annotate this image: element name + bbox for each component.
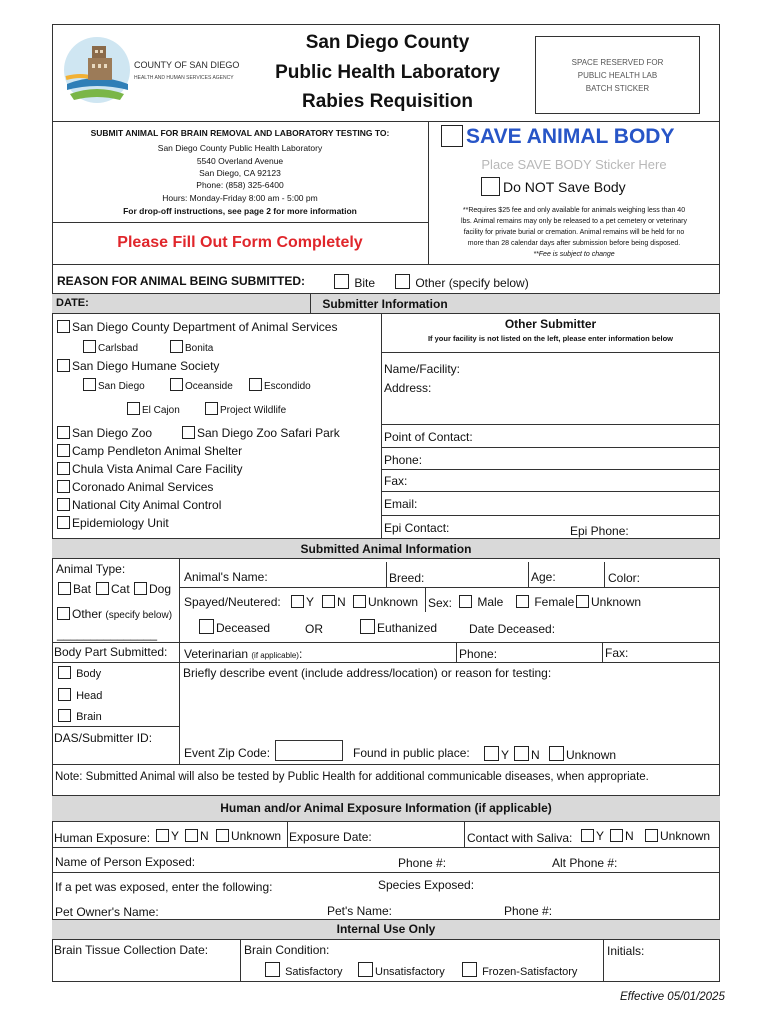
or-label: OR (305, 622, 323, 636)
divider (52, 847, 720, 848)
cat-checkbox[interactable] (96, 582, 109, 595)
divider (603, 940, 604, 982)
sd-zoo-option[interactable] (57, 426, 152, 440)
point-of-contact-field[interactable]: Point of Contact: (384, 430, 473, 444)
dept-animal-services-option[interactable] (57, 320, 337, 334)
public-yes-option[interactable] (484, 746, 509, 762)
hs-escondido-label: Escondido (264, 381, 311, 392)
hs-elcajon-label: El Cajon (142, 405, 180, 416)
frozen-checkbox[interactable] (462, 962, 477, 977)
divider (52, 121, 720, 122)
animal-other-label: Other (72, 607, 106, 621)
vet-fax-field[interactable]: Fax: (605, 646, 629, 660)
reason-label: REASON FOR ANIMAL BEING SUBMITTED: (57, 274, 305, 288)
divider (604, 562, 605, 587)
frozen-option[interactable] (462, 962, 577, 978)
county-logo (62, 34, 132, 106)
person-exposed-field[interactable]: Name of Person Exposed: (55, 855, 196, 869)
camp-pendleton-checkbox[interactable] (57, 444, 70, 457)
human-no-checkbox[interactable] (185, 829, 198, 842)
veterinarian-note: (if applicable) (251, 651, 299, 660)
animal-name-field[interactable]: Animal's Name: (184, 570, 268, 584)
pet-exposed-label: If a pet was exposed, enter the following: (55, 880, 273, 894)
bat-checkbox[interactable] (58, 582, 71, 595)
divider (381, 424, 720, 425)
euthanized-checkbox[interactable] (360, 619, 375, 634)
saliva-unknown-checkbox[interactable] (645, 829, 658, 842)
reason-other-option[interactable] (395, 274, 529, 290)
camp-pendleton-option[interactable] (57, 444, 242, 458)
date-label: DATE: (56, 297, 89, 309)
reason-other-checkbox[interactable] (395, 274, 410, 289)
head-label: Head (76, 690, 103, 702)
bat-label: Bat (73, 582, 92, 596)
save-body-label: SAVE ANIMAL BODY (466, 125, 675, 148)
divider (456, 642, 457, 662)
spayed-unknown-checkbox[interactable] (353, 595, 366, 608)
epi-phone-field[interactable]: Epi Phone: (570, 524, 629, 538)
human-unknown-checkbox[interactable] (216, 829, 229, 842)
divider (52, 764, 720, 765)
spayed-no-option[interactable] (322, 595, 346, 609)
divider (52, 264, 720, 265)
animal-other-option[interactable] (57, 607, 172, 621)
exposure-heading: Human and/or Animal Exposure Information (if applicable) (220, 801, 552, 815)
project-wildlife-label: Project Wildlife (220, 405, 287, 416)
human-yes-checkbox[interactable] (156, 829, 169, 842)
divider (386, 562, 387, 587)
camp-pendleton-label: Camp Pendleton Animal Shelter (72, 444, 243, 458)
effective-date: Effective 05/01/2025 (620, 991, 725, 1003)
hs-escondido-option[interactable] (249, 378, 311, 392)
carlsbad-checkbox[interactable] (83, 340, 96, 353)
female-label: Female (534, 595, 575, 609)
chula-vista-label: Chula Vista Animal Care Facility (72, 462, 243, 476)
epi-contact-field[interactable]: Epi Contact: (384, 521, 450, 535)
carlsbad-label: Carlsbad (98, 343, 139, 354)
page-title-3: Rabies Requisition (301, 91, 474, 112)
deceased-label: Deceased (216, 621, 271, 635)
safari-park-label: San Diego Zoo Safari Park (197, 426, 340, 440)
divider (52, 872, 720, 873)
divider (381, 447, 720, 448)
dept-animal-services-checkbox[interactable] (57, 320, 70, 333)
sex-unknown-checkbox[interactable] (576, 595, 589, 608)
additional-testing-note: Note: Submitted Animal will also be tested by Public Health for additional communicable diseases, when appropriate. (55, 771, 649, 783)
spayed-unknown-label: Unknown (368, 595, 419, 609)
saliva-label: Contact with Saliva: (467, 831, 573, 845)
person-alt-phone-field[interactable]: Alt Phone #: (552, 856, 618, 870)
veterinarian-label: Veterinarian (184, 647, 252, 661)
phone-field[interactable]: Phone: (384, 453, 423, 467)
coronado-option[interactable] (57, 480, 213, 494)
do-not-save-label: Do NOT Save Body (503, 179, 626, 195)
lab-city: San Diego, CA 92123 (199, 168, 281, 178)
page-title-1: San Diego County (305, 32, 470, 53)
divider (52, 222, 428, 223)
carlsbad-option[interactable] (83, 340, 138, 354)
address-field[interactable]: Address: (384, 381, 432, 395)
dropoff-note: For drop-off instructions, see page 2 for more information (123, 206, 357, 216)
deceased-checkbox[interactable] (199, 619, 214, 634)
male-checkbox[interactable] (459, 595, 472, 608)
hs-sandiego-checkbox[interactable] (83, 378, 96, 391)
public-yes-label: Y (501, 748, 510, 762)
event-description-field[interactable]: Briefly describe event (include address/location) or reason for testing: (183, 666, 552, 680)
other-submitter-heading: Other Submitter (504, 317, 597, 331)
reserved-2: PUBLIC HEALTH LAB (577, 71, 658, 80)
humane-society-option[interactable] (57, 359, 219, 373)
divider (381, 515, 720, 516)
saliva-yes-option[interactable] (581, 829, 604, 843)
divider (240, 940, 241, 982)
humane-society-label: San Diego Humane Society (72, 359, 220, 373)
hs-oceanside-checkbox[interactable] (170, 378, 183, 391)
sex-label: Sex: (428, 596, 453, 610)
fee-note-4: more than 28 calendar days after submission before being disposed. (467, 240, 681, 247)
animal-type-label: Animal Type: (56, 562, 126, 576)
divider (602, 642, 603, 662)
veterinarian-colon: : (298, 647, 303, 661)
sex-unknown-label: Unknown (591, 595, 642, 609)
fee-note-5: **Fee is subject to change (533, 251, 615, 258)
cat-label: Cat (111, 582, 130, 596)
cat-option[interactable] (96, 582, 130, 596)
divider (381, 352, 720, 353)
head-checkbox[interactable] (58, 688, 71, 701)
owner-phone-field[interactable]: Phone #: (504, 904, 553, 918)
euthanized-label: Euthanized (377, 621, 438, 635)
male-label: Male (477, 595, 504, 609)
human-no-option[interactable] (185, 829, 209, 843)
euthanized-option[interactable] (360, 619, 437, 635)
sticker-placeholder: Place SAVE BODY Sticker Here (481, 157, 667, 172)
body-checkbox[interactable] (58, 666, 71, 679)
unsatisfactory-option[interactable] (358, 962, 445, 978)
epidemiology-label: Epidemiology Unit (72, 516, 169, 530)
chula-vista-checkbox[interactable] (57, 462, 70, 475)
bite-checkbox[interactable] (334, 274, 349, 289)
hs-sandiego-option[interactable] (83, 378, 145, 392)
satisfactory-label: Satisfactory (285, 966, 343, 978)
bonita-checkbox[interactable] (170, 340, 183, 353)
spayed-no-checkbox[interactable] (322, 595, 335, 608)
page-title-2: Public Health Laboratory (275, 62, 500, 83)
divider (52, 662, 720, 663)
public-unknown-option[interactable] (549, 746, 616, 762)
spayed-yes-option[interactable] (291, 595, 314, 609)
animal-heading: Submitted Animal Information (300, 542, 472, 556)
frozen-label: Frozen-Satisfactory (482, 966, 578, 978)
satisfactory-checkbox[interactable] (265, 962, 280, 977)
lab-street: 5540 Overland Avenue (196, 156, 284, 166)
submitter-heading: Submitter Information (322, 297, 448, 311)
public-no-label: N (531, 748, 540, 762)
sex-unknown-option[interactable] (576, 595, 641, 609)
brain-condition-label: Brain Condition: (244, 943, 330, 957)
bite-label: Bite (354, 276, 376, 290)
human-unknown-label: Unknown (231, 829, 282, 843)
name-facility-field[interactable]: Name/Facility: (384, 362, 461, 376)
divider (381, 469, 720, 470)
save-body-checkbox[interactable] (441, 125, 463, 147)
pet-name-field[interactable]: Pet's Name: (327, 904, 392, 918)
fee-note-1: **Requires $25 fee and only available for animals weighing less than 40 (462, 207, 686, 214)
lab-hours: Hours: Monday-Friday 8:00 am - 5:00 pm (162, 193, 318, 203)
divider (287, 822, 288, 847)
body-label: Body (76, 668, 102, 680)
veterinarian-field[interactable] (184, 647, 302, 661)
color-field[interactable]: Color: (608, 571, 641, 585)
public-no-option[interactable] (514, 746, 540, 762)
project-wildlife-option[interactable] (205, 402, 286, 416)
zip-input[interactable] (275, 740, 343, 761)
humane-society-checkbox[interactable] (57, 359, 70, 372)
dog-option[interactable] (134, 582, 171, 596)
hs-elcajon-checkbox[interactable] (127, 402, 140, 415)
pet-owner-field[interactable]: Pet Owner's Name: (55, 905, 159, 919)
zip-label: Event Zip Code: (184, 746, 271, 760)
national-city-option[interactable] (57, 498, 221, 512)
saliva-yes-checkbox[interactable] (581, 829, 594, 842)
hs-sandiego-label: San Diego (98, 381, 145, 392)
bonita-label: Bonita (185, 343, 214, 354)
sd-zoo-checkbox[interactable] (57, 426, 70, 439)
unsatisfactory-label: Unsatisfactory (375, 966, 445, 978)
head-option[interactable] (58, 688, 102, 702)
email-field[interactable]: Email: (384, 497, 418, 511)
male-option[interactable] (459, 595, 503, 609)
initials-field[interactable]: Initials: (607, 944, 645, 958)
public-place-label: Found in public place: (353, 746, 470, 760)
dog-label: Dog (149, 582, 172, 596)
safari-park-option[interactable] (182, 426, 340, 440)
animal-other-specify: (specify below) (105, 610, 173, 621)
national-city-label: National City Animal Control (72, 498, 222, 512)
deceased-option[interactable] (199, 619, 270, 635)
bite-option[interactable] (334, 274, 375, 290)
other-submitter-note: If your facility is not listed on the left, please enter information below (427, 334, 674, 343)
das-id-field[interactable]: DAS/Submitter ID: (54, 731, 153, 745)
fee-note-3: facility for private burial or cremation. Animal remains will be held for no (463, 229, 685, 236)
lab-phone: Phone: (858) 325-6400 (196, 180, 284, 190)
public-no-checkbox[interactable] (514, 746, 529, 761)
spayed-yes-checkbox[interactable] (291, 595, 304, 608)
safari-park-checkbox[interactable] (182, 426, 195, 439)
coronado-checkbox[interactable] (57, 480, 70, 493)
lab-name: San Diego County Public Health Laboratory (157, 143, 323, 153)
divider (52, 642, 720, 643)
divider (381, 314, 382, 538)
female-checkbox[interactable] (516, 595, 529, 608)
project-wildlife-checkbox[interactable] (205, 402, 218, 415)
person-phone-field[interactable]: Phone #: (398, 856, 447, 870)
hs-oceanside-label: Oceanside (185, 381, 233, 392)
fax-field[interactable]: Fax: (384, 474, 408, 488)
bat-option[interactable] (58, 582, 91, 596)
breed-field[interactable]: Breed: (389, 571, 425, 585)
exposure-date-field[interactable]: Exposure Date: (289, 830, 372, 844)
vet-phone-field[interactable]: Phone: (459, 647, 498, 661)
epidemiology-option[interactable] (57, 516, 169, 530)
satisfactory-option[interactable] (265, 962, 343, 978)
animal-other-blank[interactable]: _______________ (57, 627, 158, 641)
saliva-no-label: N (625, 829, 634, 843)
reserved-3: BATCH STICKER (585, 84, 650, 93)
brain-label: Brain (76, 711, 102, 723)
spayed-unknown-option[interactable] (353, 595, 418, 609)
save-body-option[interactable] (441, 125, 674, 149)
human-exposure-label: Human Exposure: (54, 831, 151, 845)
unsatisfactory-checkbox[interactable] (358, 962, 373, 977)
divider (464, 822, 465, 847)
animal-other-checkbox[interactable] (57, 607, 70, 620)
divider (528, 562, 529, 587)
reserved-1: SPACE RESERVED FOR (571, 58, 664, 67)
spayed-yes-label: Y (306, 595, 315, 609)
human-yes-label: Y (171, 829, 180, 843)
logo-subtitle: HEALTH AND HUMAN SERVICES AGENCY (134, 75, 234, 81)
female-option[interactable] (516, 595, 574, 609)
do-not-save-checkbox[interactable] (481, 177, 500, 196)
human-yes-option[interactable] (156, 829, 179, 843)
species-exposed-field[interactable]: Species Exposed: (378, 878, 475, 892)
divider (425, 588, 426, 612)
fill-out-notice: Please Fill Out Form Completely (117, 234, 363, 251)
logo-title: COUNTY OF SAN DIEGO (134, 60, 240, 70)
saliva-no-option[interactable] (610, 829, 634, 843)
spayed-no-label: N (337, 595, 346, 609)
saliva-unknown-option[interactable] (645, 829, 710, 843)
hs-oceanside-option[interactable] (170, 378, 233, 392)
submit-heading: SUBMIT ANIMAL FOR BRAIN REMOVAL AND LABORATORY TESTING TO: (90, 128, 390, 138)
dept-animal-services-label: San Diego County Department of Animal Services (72, 320, 338, 334)
divider (381, 491, 720, 492)
date-deceased-field[interactable]: Date Deceased: (469, 622, 556, 636)
age-field[interactable]: Age: (531, 570, 556, 584)
brain-option[interactable] (58, 709, 102, 723)
reason-other-label: Other (specify below) (415, 276, 529, 290)
spayed-label: Spayed/Neutered: (184, 595, 281, 609)
fee-note-2: lbs. Animal remains may only be released to a pet cemetery or veterinary (460, 218, 688, 225)
hs-elcajon-option[interactable] (127, 402, 180, 416)
sd-zoo-label: San Diego Zoo (72, 426, 153, 440)
public-unknown-label: Unknown (566, 748, 617, 762)
dog-checkbox[interactable] (134, 582, 147, 595)
brain-checkbox[interactable] (58, 709, 71, 722)
tissue-date-field[interactable]: Brain Tissue Collection Date: (54, 943, 209, 957)
saliva-yes-label: Y (596, 829, 605, 843)
internal-heading: Internal Use Only (336, 922, 436, 936)
national-city-checkbox[interactable] (57, 498, 70, 511)
divider (52, 726, 179, 727)
epidemiology-checkbox[interactable] (57, 516, 70, 529)
public-yes-checkbox[interactable] (484, 746, 499, 761)
saliva-unknown-label: Unknown (660, 829, 711, 843)
bonita-option[interactable] (170, 340, 213, 354)
hs-escondido-checkbox[interactable] (249, 378, 262, 391)
public-unknown-checkbox[interactable] (549, 746, 564, 761)
coronado-label: Coronado Animal Services (72, 480, 214, 494)
human-unknown-option[interactable] (216, 829, 281, 843)
body-option[interactable] (58, 666, 101, 680)
body-part-label: Body Part Submitted: (54, 645, 168, 659)
human-no-label: N (200, 829, 209, 843)
do-not-save-option[interactable] (481, 177, 626, 197)
chula-vista-option[interactable] (57, 462, 243, 476)
divider (179, 587, 720, 588)
saliva-no-checkbox[interactable] (610, 829, 623, 842)
